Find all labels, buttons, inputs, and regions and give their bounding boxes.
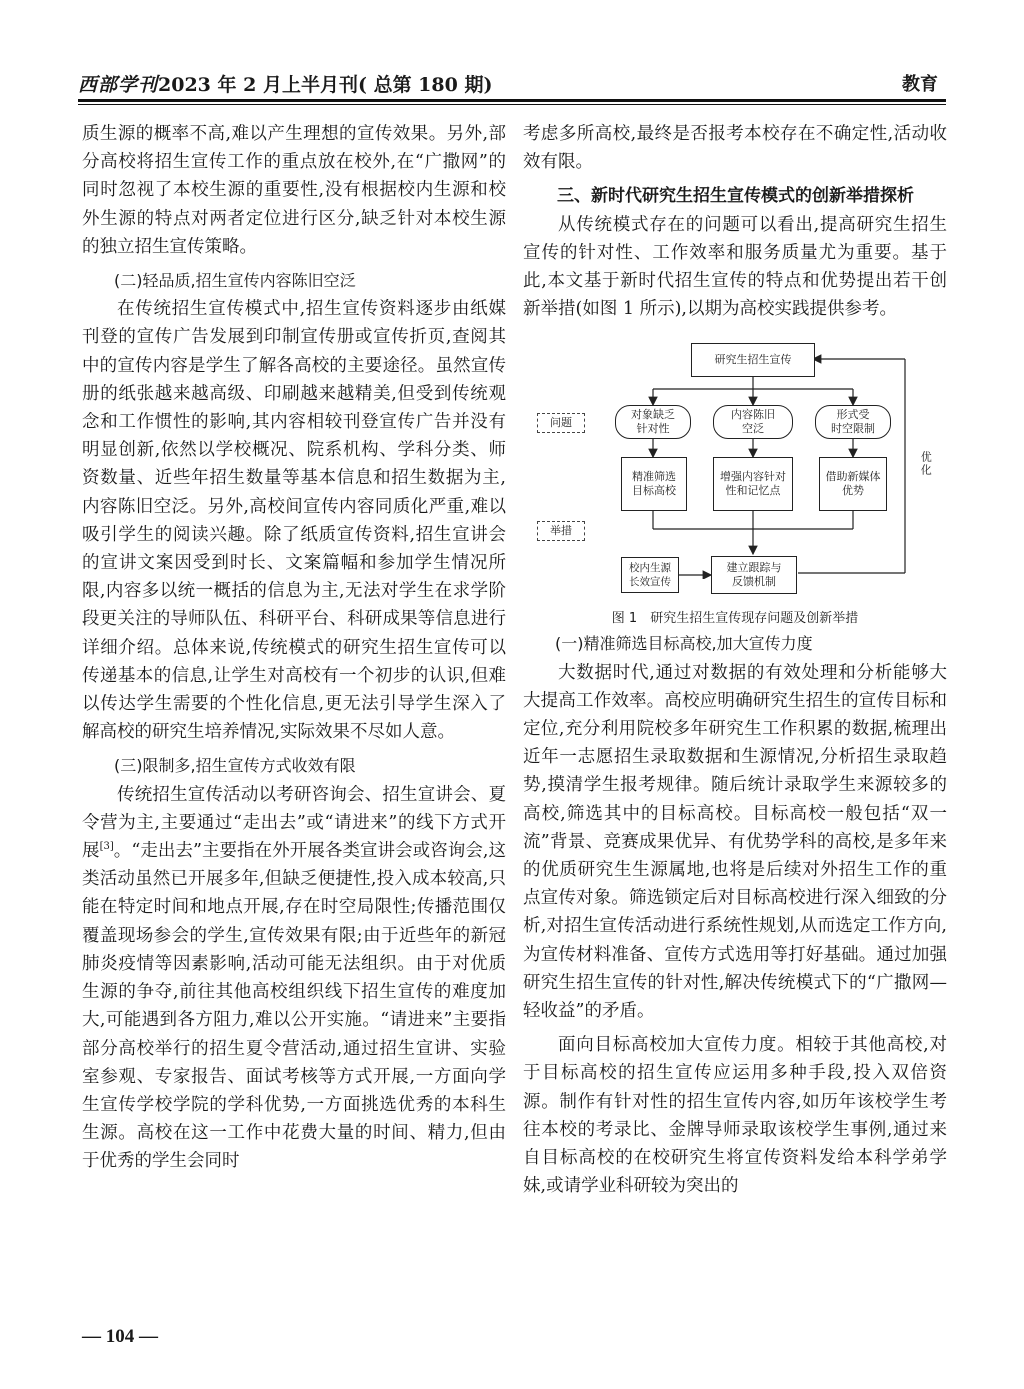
paragraph-text: 传统招生宣传活动以考研咨询会、招生宣讲会、夏令营为主,主要通过“走出去”或“请进来”的线下方式开展 [82,784,506,862]
journal-logo: 西部学刊 [78,74,159,96]
diagram-root-node: 研究生招生宣传 [691,343,815,377]
bottom-node-feedback: 建立跟踪与 反馈机制 [711,556,797,594]
citation-ref: [3] [99,841,114,853]
optimize-label: 优化 [919,451,933,478]
journal-issue-line [78,70,492,97]
measure-label: 举措 [537,521,585,541]
paragraph-text: 。“走出去”主要指在外开展各类宣讲会或咨询会,这类活动虽然已开展多年,但缺乏便捷性,投入成本较高,只能在特定时间和地点开展,存在时空局限性;传播范围仅覆盖现场参会的学生,宣传效果有限;由于近些年的新冠肺炎疫情等因素影响,活动可能无法组织。由于对优质生源的争夺,前往其他高校组织线下招生宣传的难度加大,可能遇到各方阻力,难以公开实施。“请进来”主要指部分高校举行的招生夏令营活动,通过招生宣讲、实验室参观、专家报告、面试考核等方式开展,一方面向学生宣传学校学院的学科优势,一方面挑选优秀的本科生生源。高校在这一工作中花费大量的时间、精力,但由于优秀的学生会同时 [82,841,506,1172]
measure-node: 增强内容针对 性和记忆点 [713,457,793,511]
paragraph: 面向目标高校加大宣传力度。相较于其他高校,对于目标高校的招生宣传应运用多种手段,投入双倍资源。制作有针对性的招生宣传内容,如历年该校学生考往本校的考录比、金牌导师录取该校学生事例,通过来自目标高校的在校研究生将宣传资料发给本科学弟学妹,或请学业科研较为突出的 [523,1035,947,1197]
bottom-node-campus: 校内生源 长效宣传 [621,557,679,593]
section-heading: 三、新时代研究生招生宣传模式的创新举措探析 [557,186,914,207]
issue-info: 2023 年 2 月上半月刊( 总第 180 期) [158,74,493,96]
flow-diagram [523,329,947,604]
problem-node: 对象缺乏 针对性 [615,405,691,439]
figure-caption: 图 1 研究生招生宣传现存问题及创新举措 [611,611,859,627]
paragraph [82,781,506,1176]
paragraph: 从传统模式存在的问题可以看出,提高研究生招生宣传的针对性、工作效率和服务质量尤为重要。基于此,本文基于新时代招生宣传的特点和优势提出若干创新举措(如图 1 所示),以期为高校实践提供参考。 [523,214,947,320]
running-header [78,68,946,98]
paragraph: 在传统招生宣传模式中,招生宣传资料逐步由纸媒刊登的宣传广告发展到印制宣传册或宣传折页,查阅其中的宣传内容是学生了解各高校的主要途径。虽然宣传册的纸张越来越高级、印刷越来越精美,但受到传统观念和工作惯性的影响,其内容相较刊登宣传广告并没有明显创新,依然以学校概况、院系机构、学科分类、师资数量、近些年招生数量等基本信息和招生数据为主,内容陈旧空泛。另外,高校间宣传内容同质化严重,难以吸引学生的阅读兴趣。除了纸质宣传资料,招生宣讲会的宣讲文案因受到时长、文案篇幅和参加学生情况所限,内容多以统一概括的信息为主,无法对学生在求学阶段更关注的导师队伍、科研平台、科研成果等信息进行详细介绍。总体来说,传统模式的研究生招生宣传可以传递基本的信息,让学生对高校有一个初步的认识,但难以传达学生需要的个性化信息,更无法引导学生深入了解高校的研究生培养情况,实际效果不尽如人意。 [82,299,506,743]
subsection-heading: (三)限制多,招生宣传方式收效有限 [114,756,356,776]
paragraph: 考虑多所高校,最终是否报考本校存在不确定性,活动收效有限。 [523,124,947,173]
section-label: 教育 [902,74,938,95]
paragraph: 大数据时代,通过对数据的有效处理和分析能够大大提高工作效率。高校应明确研究生招生的宣传目标和定位,充分利用院校多年研究生工作积累的数据,梳理出近年一志愿招生录取数据和生源情况,分析招生录取趋势,摸清学生报考规律。随后统计录取学生来源较多的高校,筛选其中的目标高校。目标高校一般包括“双一流”背景、竞赛成果优异、有优势学科的高校,是多年来的优质研究生生源属地,也将是后续对外招生工作的重点宣传对象。筛选锁定后对目标高校进行深入细致的分析,对招生宣传活动进行系统性规划,从而选定工作方向,为宣传材料准备、宣传方式选用等打好基础。通过加强研究生招生宣传的针对性,解决传统模式下的“广撒网—轻收益”的矛盾。 [523,662,947,1022]
header-rule [78,99,946,102]
page-number: — 104 — [82,1326,158,1347]
measure-node: 借助新媒体 优势 [819,457,887,511]
subsection-heading: (一)精准筛选目标高校,加大宣传力度 [555,634,813,654]
right-column [523,120,947,1200]
paragraph: 质生源的概率不高,难以产生理想的宣传效果。另外,部分高校将招生宣传工作的重点放在校外,在“广撒网”的同时忽视了本校生源的重要性,没有根据校内生源和校外生源的特点对两者定位进行区分,缺乏针对本校生源的独立招生宣传策略。 [82,124,506,257]
problem-node: 内容陈旧 空泛 [713,405,793,439]
problem-label: 问题 [537,413,585,433]
left-column [82,120,506,1176]
measure-node: 精准筛选 目标高校 [621,457,687,511]
subsection-heading: (二)轻品质,招生宣传内容陈旧空泛 [114,271,356,291]
problem-node: 形式受 时空限制 [815,405,891,439]
header-rule-thin [78,104,946,105]
